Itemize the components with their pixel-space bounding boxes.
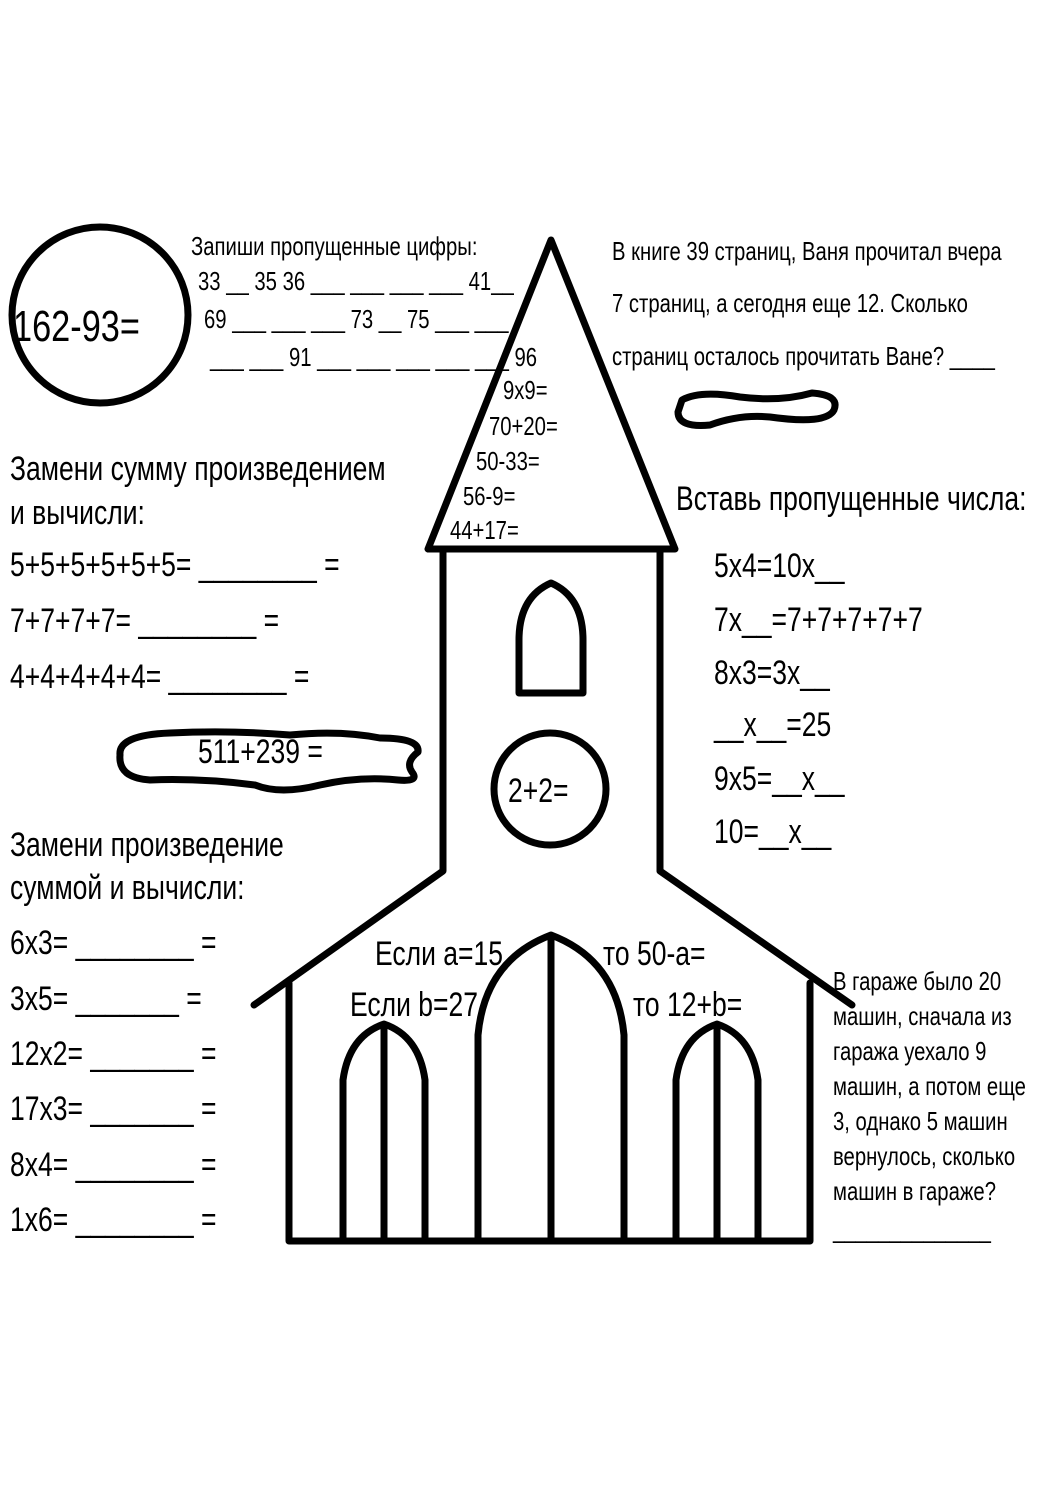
- digits-row-1: 33 __ 35 36 ___ ___ ___ ___ 41__: [198, 266, 514, 296]
- sum-title-1: Замени сумму произведением: [10, 450, 386, 488]
- tower-window: [519, 583, 583, 693]
- digits-row-3: ___ ___ 91 ___ ___ ___ ___ ___ 96: [210, 342, 538, 372]
- sum-item: 4+4+4+4+4= ________ =: [10, 658, 310, 696]
- product-item: 8x4= ________ =: [10, 1146, 217, 1184]
- garage-line: В гараже было 20: [833, 966, 1002, 996]
- garage-line: машин в гараже?: [833, 1176, 996, 1206]
- book-problem-line-1: В книге 39 страниц, Ваня прочитал вчера: [612, 236, 1002, 266]
- var-b-condition: Если b=27: [350, 986, 479, 1024]
- product-item: 17x3= _______ =: [10, 1090, 217, 1128]
- product-title-1: Замени произведение: [10, 826, 284, 864]
- product-item: 12x2= _______ =: [10, 1035, 217, 1073]
- garage-line: машин, сначала из: [833, 1001, 1012, 1031]
- product-item: 1x6= ________ =: [10, 1201, 217, 1239]
- fill-item: 10=__x__: [714, 813, 832, 851]
- garage-line: машин, а потом еще: [833, 1071, 1026, 1101]
- fill-item: __x__=25: [714, 706, 832, 744]
- book-problem-line-3: страниц осталось прочитать Ване? ____: [612, 341, 995, 371]
- roof-task: 44+17=: [450, 515, 519, 545]
- fill-item: 8x3=3x__: [714, 654, 830, 692]
- roof-task: 9x9=: [503, 375, 548, 405]
- book-problem-line-2: 7 страниц, а сегодня еще 12. Сколько: [612, 288, 968, 318]
- product-item: 6x3= ________ =: [10, 924, 217, 962]
- fill-title: Вставь пропущенные числа:: [676, 480, 1027, 518]
- garage-answer-line: ______________: [833, 1214, 991, 1244]
- var-a-condition: Если а=15,: [375, 935, 511, 973]
- roof-task: 70+20=: [489, 411, 558, 441]
- product-title-2: суммой и вычисли:: [10, 869, 245, 907]
- sum-item: 7+7+7+7= ________ =: [10, 602, 280, 640]
- digits-row-2: 69 ___ ___ ___ 73 __ 75 ___ ___: [204, 304, 509, 334]
- fill-item: 7x__=7+7+7+7+7: [714, 601, 923, 639]
- sum-item: 5+5+5+5+5+5= ________ =: [10, 546, 340, 584]
- fill-item: 5x4=10x__: [714, 547, 845, 585]
- garage-line: гаража уехало 9: [833, 1036, 987, 1066]
- var-b-task: то 12+b=: [633, 986, 743, 1024]
- digits-title: Запиши пропущенные цифры:: [191, 231, 478, 261]
- circle-task: 162-93=: [13, 302, 140, 351]
- small-cloud: [678, 393, 835, 425]
- sum-title-2: и вычисли:: [10, 494, 145, 532]
- clock-task: 2+2=: [508, 772, 569, 810]
- roof-task: 50-33=: [476, 446, 540, 476]
- fill-item: 9x5=__x__: [714, 760, 845, 798]
- garage-line: вернулось, сколько: [833, 1141, 1016, 1171]
- cloud-task: 511+239 =: [198, 733, 323, 771]
- roof-task: 56-9=: [463, 481, 516, 511]
- var-a-task: то 50-а=: [603, 935, 706, 973]
- garage-line: 3, однако 5 машин: [833, 1106, 1008, 1136]
- product-item: 3x5= _______ =: [10, 980, 202, 1018]
